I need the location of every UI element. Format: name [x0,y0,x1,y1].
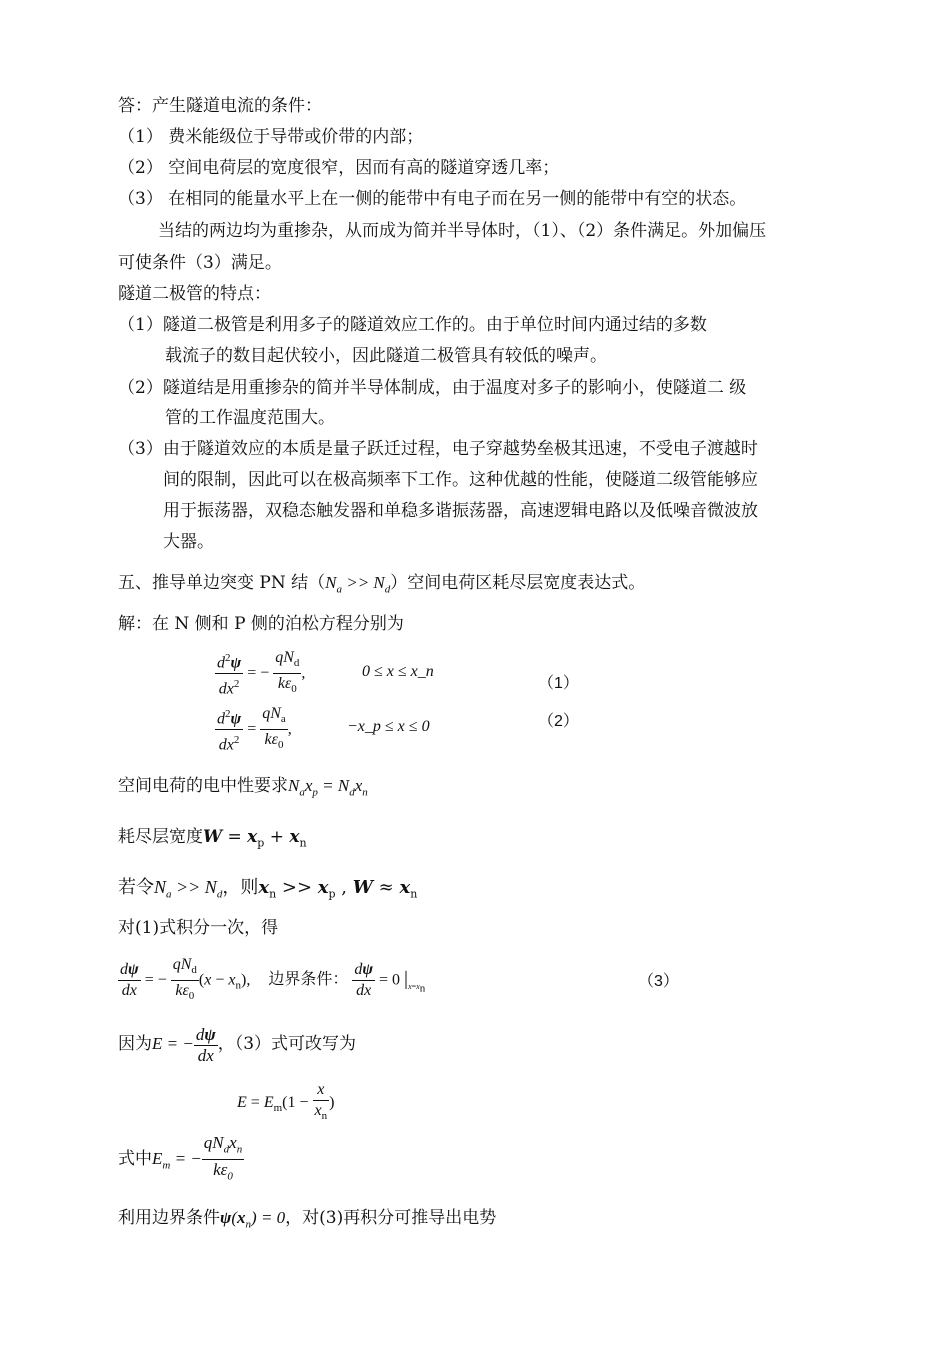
equation-2: $\frac{d^2\psi}{dx^2}$ = $\frac{qN_a}{k\varepsilon_0}$ , [217,705,292,754]
boundary-label: 边界条件： [268,969,349,989]
width-line: 耗尽层宽度$W = x_p + x_n$ [118,827,307,850]
equation-1: $\frac{d^2\psi}{dx^2}$ = − $\frac{qN_d}{k\varepsilon_0}$ , [217,649,306,698]
equation-1-number: （1） [538,675,579,692]
features-title: 隧道二极管的特点： [118,284,271,304]
equation-3-number: （3） [638,973,679,990]
explain-line-2: 可使条件（3）满足。 [118,253,282,273]
feature-2a: （2）隧道结是用重掺杂的简并半导体制成，由于温度对多子的影响小，使隧道二 级 [118,378,747,398]
assumption-line: 若令$N_a >> N_d$，则$x_n >> x_p$ , $W \approx x_n$ [118,877,418,901]
neutrality-line: 空间电荷的电中性要求$N_ax_p = N_dx_n$ [118,776,368,799]
solution-intro: 解：在 N 侧和 P 侧的泊松方程分别为 [118,614,404,634]
integrate-line: 对(1)式积分一次，得 [118,918,279,938]
equation-2-range: −x_p ≤ x ≤ 0 [347,718,430,735]
field-equation: $E = E_m(1$ − $\frac{x}{x_n}$ ) [237,1081,335,1123]
answer-intro: 答：产生隧道电流的条件： [118,96,322,116]
condition-1: （1） 费米能级位于导带或价带的内部； [118,127,424,147]
equation-3: $\frac{d\psi}{dx}$ = − $\frac{qN_d}{k\varepsilon_0}$ $(x - x_n)$, 边界条件： $\frac{d\psi}{dx}$ = 0 $|_{x=x_n}$ [120,956,426,1003]
feature-1b: 载流子的数目起伏较小，因此隧道二极管具有较低的噪声。 [165,346,607,366]
explain-line-1: 当结的两边均为重掺杂，从而成为简并半导体时，（1）、（2）条件满足。外加偏压 [158,221,767,241]
feature-3a: （3）由于隧道效应的本质是量子跃迁过程，电子穿越势垒极其迅速，不受电子渡越时 [118,439,758,459]
feature-2b: 管的工作温度范围大。 [165,408,335,428]
because-line: 因为E = − $\frac{d\psi}{dx}$ ，（3）式可改写为 [118,1024,357,1065]
equation-2-number: （2） [538,713,579,730]
condition-3: （3） 在相同的能量水平上在一侧的能带中有电子而在另一侧的能带中有空的状态。 [118,189,747,209]
feature-3d: 大器。 [163,532,214,552]
final-line: 利用边界条件$\psi(x_n) = 0$，对(3)再积分可推导出电势 [118,1208,497,1231]
where-line: 式中$E_m$ = − $\frac{qN_dx_n}{k\varepsilon_0}$ [118,1133,243,1183]
feature-3c: 用于振荡器，双稳态触发器和单稳多谐振荡器，高速逻辑电路以及低噪音微波放 [163,501,758,521]
condition-2: （2） 空间电荷层的宽度很窄，因而有高的隧道穿透几率； [118,158,560,178]
feature-1a: （1）隧道二极管是利用多子的隧道效应工作的。由于单位时间内通过结的多数 [118,315,707,335]
question-5-title: 五、推导单边突变 PN 结$(N_a >> N_d)$空间电荷区耗尽层宽度表达式。 [118,573,646,596]
feature-3b: 间的限制，因此可以在极高频率下工作。这种优越的性能，使隧道二级管能够应 [163,470,758,490]
equation-1-range: 0 ≤ x ≤ x_n [362,663,434,680]
